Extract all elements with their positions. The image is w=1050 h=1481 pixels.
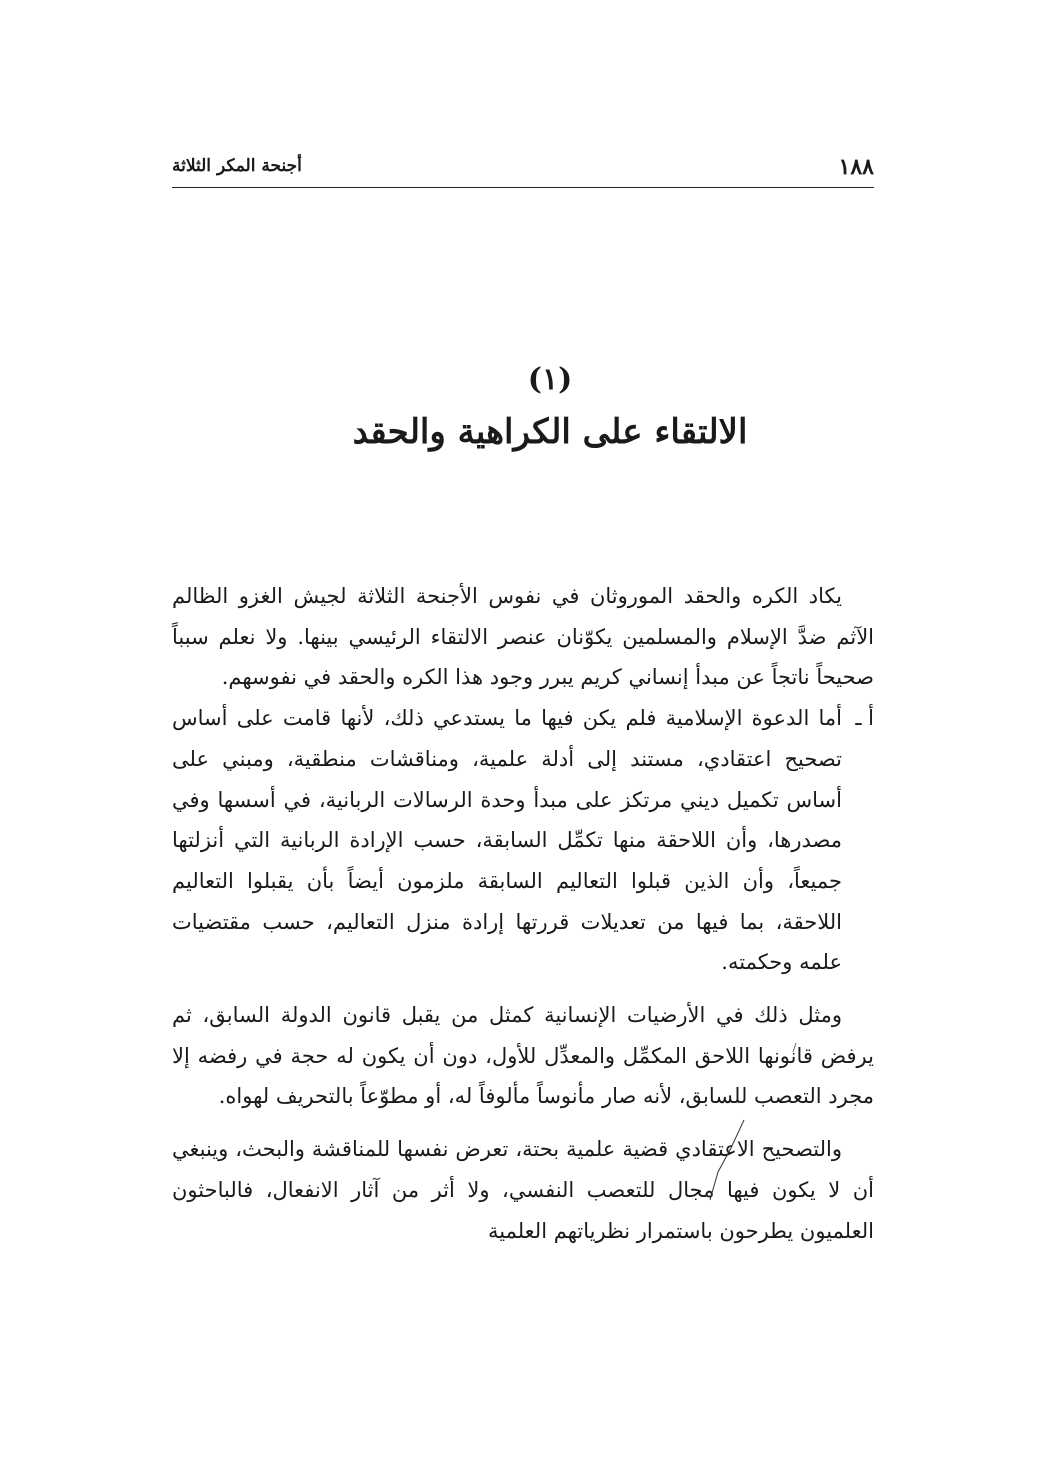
- paragraph-correction: والتصحيح الاعتقادي قضية علمية بحتة، تعرض نفسها للمناقشة والبحث، وينبغي أن لا يكون فيها مجال للتعصب النفسي، ولا أثر من آثار الانفعال، فالباحثون العلميون يطرحون باستمرار نظرياتهم العلمية: [172, 1137, 874, 1243]
- body-text: [172, 576, 874, 1251]
- chapter-title: الالتقاء على الكراهية والحقد: [352, 412, 748, 452]
- paragraph-intro: يكاد الكره والحقد الموروثان في نفوس الأجنحة الثلاثة لجيش الغزو الظالم الآثم ضدَّ الإسلام والمسلمين يكوّنان عنصر الالتقاء الرئيسي بينها. ولا نعلم سبباً صحيحاً ناتجاً عن مبدأ إنساني كريم يبرر وجود هذا الكره والحقد في نفوسهم.: [172, 584, 874, 690]
- running-title: أجنحة المكر الثلاثة: [172, 156, 302, 176]
- list-marker-a: أ ـ: [855, 706, 874, 731]
- chapter-number: (١): [527, 362, 573, 397]
- list-item-a: [172, 698, 874, 983]
- page-number: ١٨٨: [838, 154, 874, 180]
- header-rule: [172, 187, 874, 188]
- list-item-a-text: أما الدعوة الإسلامية فلم يكن فيها ما يستدعي ذلك، لأنها قامت على أساس تصحيح اعتقادي، مستند إلى أدلة علمية، ومناقشات منطقية، ومبني على أساس تكميل ديني مرتكز على مبدأ وحدة الرسالات الربانية، في أسسها وفي مصدرها، وأن اللاحقة منها تكمِّل السابقة، حسب الإرادة الربانية التي أنزلتها جميعاً، وأن الذين قبلوا التعاليم السابقة ملزمون أيضاً بأن يقبلوا التعاليم اللاحقة، بما فيها من تعديلات قررتها إرادة منزل التعاليم، حسب مقتضيات علمه وحكمته.: [172, 706, 842, 975]
- paragraph-analogy: ومثل ذلك في الأرضيات الإنسانية كمثل من يقبل قانون الدولة السابق، ثم يرفض قانونها اللاحق المكمِّل والمعدِّل للأول، دون أن يكون له حجة في رفضه إلا مجرد التعصب للسابق، لأنه صار مأنوساً مألوفاً له، أو مطوّعاً بالتحريف لهواه.: [172, 1003, 874, 1109]
- running-header: [172, 152, 874, 184]
